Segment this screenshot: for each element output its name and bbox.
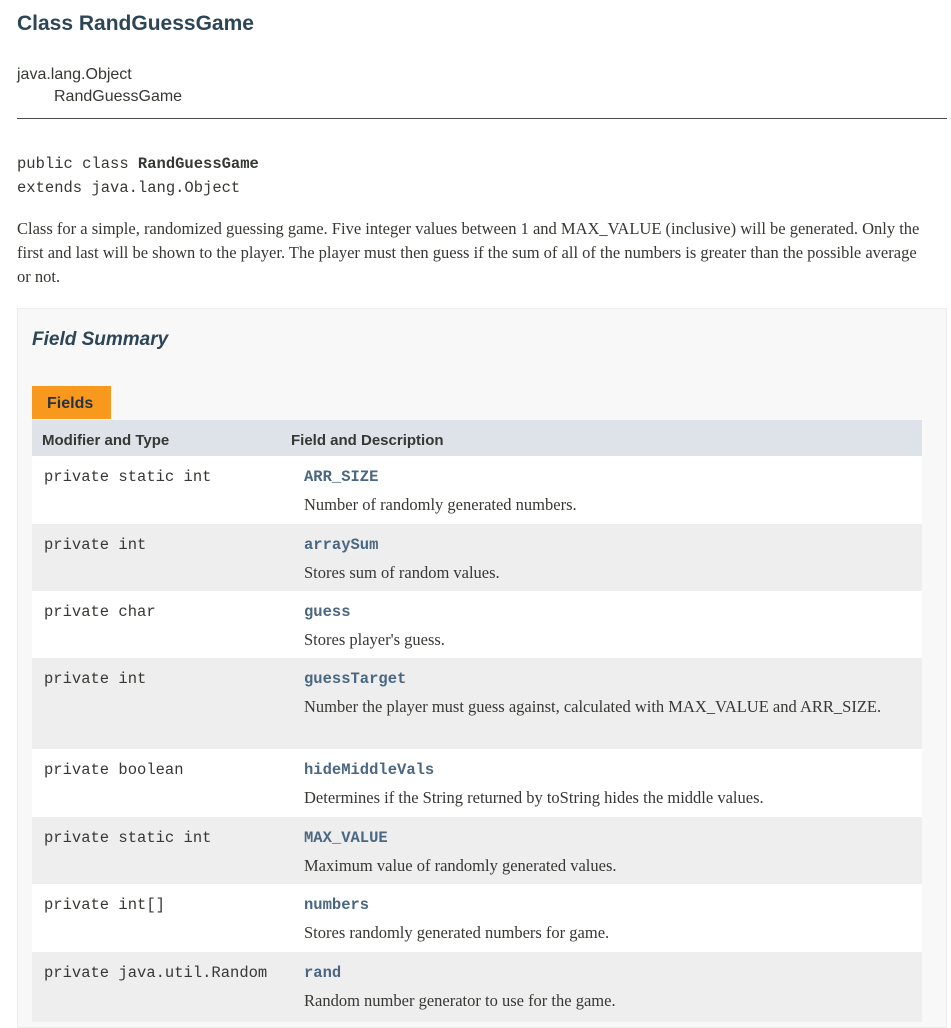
field-description: Stores randomly generated numbers for game. <box>304 923 610 942</box>
declaration-class-name: RandGuessGame <box>137 155 259 173</box>
table-row <box>32 456 922 524</box>
field-link[interactable]: numbers <box>304 896 370 914</box>
table-row <box>32 952 922 1022</box>
field-description: Maximum value of randomly generated values. <box>304 856 617 875</box>
inheritance-child: RandGuessGame <box>54 88 183 105</box>
field-type: private int[] <box>44 896 165 914</box>
inheritance-tree <box>17 64 182 108</box>
table-row <box>32 817 922 884</box>
field-type: private boolean <box>44 761 184 779</box>
class-description: Class for a simple, randomized guessing game. Five integer values between 1 and MAX_VALUE (inclusive) will be generated. Only the first and last will be shown to the player. The player must then guess if the sum of all of the numbers is greater than the possible average or not. <box>17 219 920 286</box>
field-summary-heading: Field Summary <box>32 329 169 350</box>
class-declaration <box>17 152 259 200</box>
field-description: Number of randomly generated numbers. <box>304 495 577 514</box>
field-link[interactable]: MAX_VALUE <box>304 829 388 847</box>
field-type: private static int <box>44 829 212 847</box>
field-type: private int <box>44 670 147 688</box>
field-description: Random number generator to use for the game. <box>304 991 616 1010</box>
declaration-extends: extends java.lang.Object <box>17 179 241 197</box>
field-type: private static int <box>44 468 212 486</box>
table-row <box>32 884 922 952</box>
field-type: private int <box>44 536 147 554</box>
field-description: Stores sum of random values. <box>304 563 500 582</box>
inheritance-parent: java.lang.Object <box>17 66 132 83</box>
field-description: Determines if the String returned by toString hides the middle values. <box>304 788 764 807</box>
table-row <box>32 524 922 591</box>
field-link[interactable]: ARR_SIZE <box>304 468 379 486</box>
fields-table <box>32 420 922 1022</box>
declaration-prefix: public class <box>17 155 138 173</box>
field-link[interactable]: hideMiddleVals <box>304 761 435 779</box>
table-row <box>32 749 922 817</box>
field-type: private java.util.Random <box>44 964 268 982</box>
class-title: Class RandGuessGame <box>17 12 254 35</box>
field-link[interactable]: rand <box>304 964 342 982</box>
divider <box>17 118 947 119</box>
field-description: Number the player must guess against, calculated with MAX_VALUE and ARR_SIZE. <box>304 697 882 716</box>
column-header-field: Field and Description <box>291 432 444 449</box>
table-header <box>32 420 922 456</box>
table-row <box>32 658 922 749</box>
field-link[interactable]: arraySum <box>304 536 379 554</box>
field-description: Stores player's guess. <box>304 630 445 649</box>
field-summary-section <box>17 308 947 1028</box>
field-link[interactable]: guessTarget <box>304 670 407 688</box>
field-link[interactable]: guess <box>304 603 351 621</box>
field-type: private char <box>44 603 156 621</box>
column-header-modifier: Modifier and Type <box>42 432 170 449</box>
fields-caption-tab: Fields <box>32 386 111 419</box>
table-row <box>32 591 922 658</box>
